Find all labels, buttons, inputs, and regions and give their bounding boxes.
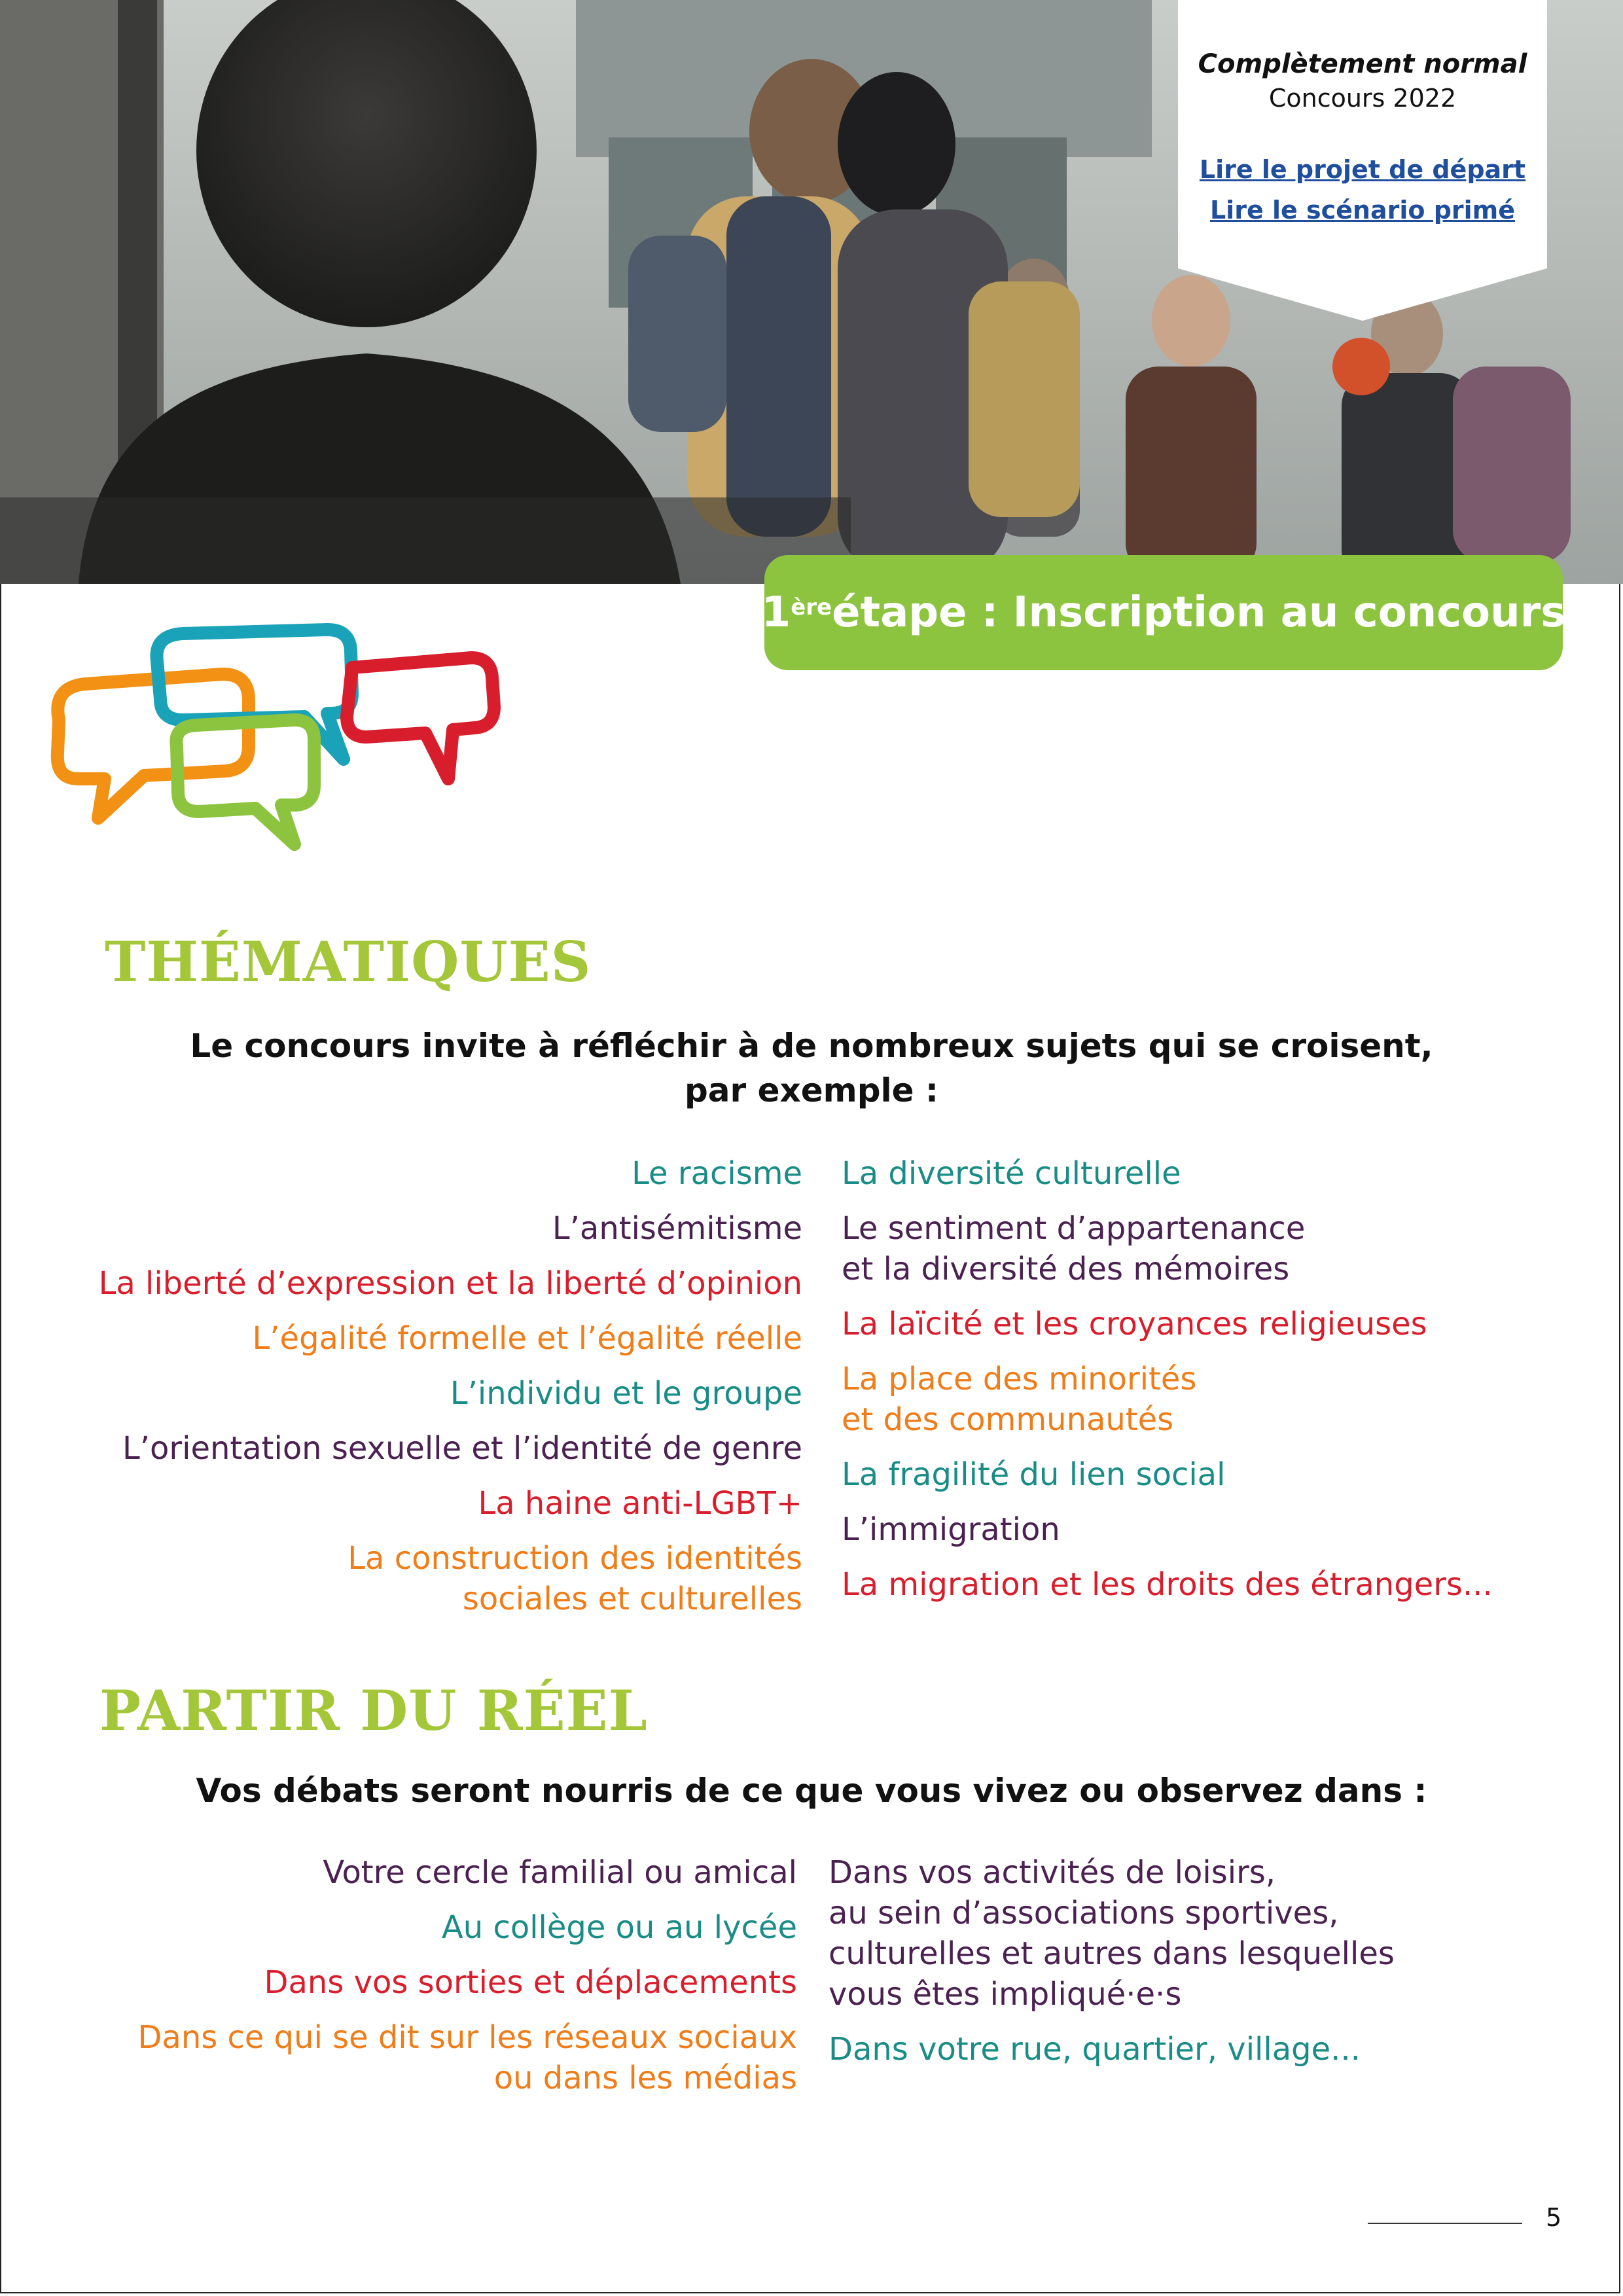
topic-item: La place des minorités et des communautés bbox=[842, 1361, 1197, 1438]
partir-du-reel-left-list bbox=[64, 1852, 797, 2113]
read-script-link[interactable]: Lire le scénario primé bbox=[1209, 196, 1516, 224]
thematiques-intro bbox=[0, 1024, 1623, 1113]
thematiques-heading: THÉMATIQUES bbox=[105, 929, 592, 994]
topic-item: Votre cercle familial ou amical bbox=[323, 1854, 797, 1891]
step-superscript: ère bbox=[791, 594, 832, 620]
topic-item: L’immigration bbox=[842, 1511, 1060, 1548]
topic-item: Le sentiment d’appartenance et la diversité des mémoires bbox=[842, 1210, 1306, 1287]
thematiques-intro-line1: Le concours invite à réfléchir à de nombreux sujets qui se croisent, bbox=[190, 1027, 1433, 1065]
step-label: étape : Inscription au concours bbox=[832, 588, 1566, 637]
topic-item: L’individu et le groupe bbox=[450, 1375, 802, 1412]
partir-du-reel-intro: Vos débats seront nourris de ce que vous vivez ou observez dans : bbox=[196, 1772, 1427, 1810]
topic-item: La fragilité du lien social bbox=[842, 1456, 1226, 1493]
thematiques-left-list bbox=[56, 1153, 802, 1634]
read-project-link[interactable]: Lire le projet de départ bbox=[1199, 155, 1526, 184]
step-banner bbox=[761, 555, 1566, 670]
info-card bbox=[1178, 0, 1547, 321]
topic-item: L’orientation sexuelle et l’identité de genre bbox=[122, 1430, 802, 1467]
topic-item: Dans ce qui se dit sur les réseaux sociaux ou dans les médias bbox=[137, 2019, 797, 2096]
topic-item: L’antisémitisme bbox=[552, 1210, 802, 1247]
topic-item: Dans vos sorties et déplacements bbox=[264, 1964, 797, 2001]
speech-bubbles-icon bbox=[39, 622, 510, 870]
topic-item: La liberté d’expression et la liberté d’opinion bbox=[98, 1265, 802, 1302]
topic-item: Au collège ou au lycée bbox=[441, 1909, 797, 1946]
contest-year: Concours 2022 bbox=[1268, 84, 1457, 113]
topic-item: Dans votre rue, quartier, village... bbox=[829, 2031, 1361, 2068]
film-title: Complètement normal bbox=[1198, 49, 1527, 79]
topic-item: La construction des identités sociales et culturelles bbox=[348, 1540, 802, 1617]
thematiques-right-list bbox=[842, 1153, 1575, 1619]
topic-item: La haine anti-LGBT+ bbox=[478, 1485, 802, 1522]
topic-item: Le racisme bbox=[632, 1155, 802, 1192]
info-links bbox=[1178, 149, 1547, 230]
step-number: 1 bbox=[761, 588, 791, 637]
thematiques-intro-line2: par exemple : bbox=[684, 1071, 938, 1109]
partir-du-reel-right-list bbox=[829, 1852, 1561, 2084]
topic-item: La laïcité et les croyances religieuses bbox=[842, 1306, 1427, 1342]
page-number: 5 bbox=[1546, 2203, 1562, 2232]
info-card-text bbox=[1178, 47, 1547, 230]
topic-item: La migration et les droits des étrangers... bbox=[842, 1566, 1493, 1603]
footer-rule bbox=[1368, 2223, 1522, 2224]
topic-item: La diversité culturelle bbox=[842, 1155, 1181, 1192]
topic-item: Dans vos activités de loisirs, au sein d’associations sportives, culturelles et autres dans lesquelles vous êtes impliqué·e·s bbox=[829, 1854, 1395, 2013]
topic-item: L’égalité formelle et l’égalité réelle bbox=[252, 1320, 802, 1357]
partir-du-reel-heading: PARTIR DU RÉEL bbox=[99, 1678, 648, 1743]
